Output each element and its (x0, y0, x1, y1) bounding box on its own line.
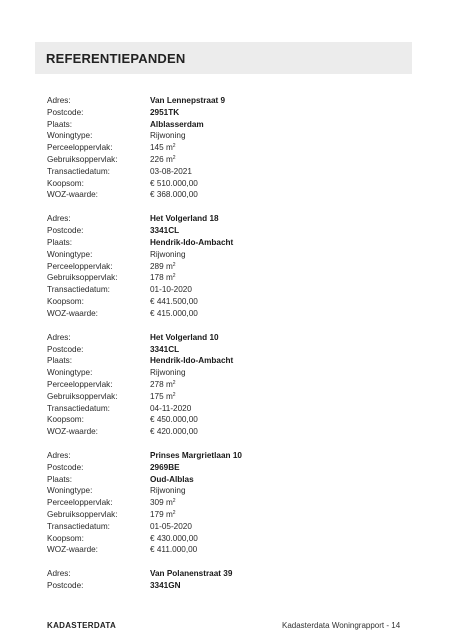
postcode-label: Postcode: (47, 344, 84, 354)
plot-area-value: 289 $m^2$ (150, 261, 176, 271)
place-label: Plaats: (47, 237, 73, 247)
address-row (47, 213, 417, 225)
transaction-date-row (47, 166, 417, 178)
address-value: Prinses Margrietlaan 10 (150, 451, 242, 461)
reference-property (47, 213, 417, 319)
plot-area-row (47, 497, 417, 509)
price-label: Koopsom: (47, 178, 84, 188)
plot-area-label: Perceeloppervlak: (47, 143, 113, 153)
page-title: REFERENTIEPANDEN (46, 51, 186, 66)
address-label: Adres: (47, 569, 71, 579)
reference-property (47, 568, 417, 592)
transaction-date-row (47, 284, 417, 296)
living-area-value: 226 $m^2$ (150, 154, 176, 164)
transaction-date-label: Transactiedatum: (47, 403, 110, 413)
plot-area-value: 278 $m^2$ (150, 379, 176, 389)
transaction-date-label: Transactiedatum: (47, 166, 110, 176)
postcode-row (47, 462, 417, 474)
address-label: Adres: (47, 96, 71, 105)
type-row (47, 130, 417, 142)
woz-value: € 415.000,00 (150, 308, 198, 318)
transaction-date-row (47, 521, 417, 533)
place-value: Hendrik-Ido-Ambacht (150, 356, 234, 366)
address-value: Van Polanenstraat 39 (150, 569, 233, 579)
address-row (47, 568, 417, 580)
woz-label: WOZ-waarde: (47, 427, 98, 437)
address-row (47, 95, 417, 107)
type-row (47, 485, 417, 497)
place-value: Oud-Alblas (150, 474, 194, 484)
address-label: Adres: (47, 214, 71, 224)
plot-area-value: 309 $m^2$ (150, 498, 176, 508)
type-value: Rijwoning (150, 131, 186, 141)
plot-area-row (47, 261, 417, 273)
place-row (47, 237, 417, 249)
type-label: Woningtype: (47, 368, 93, 378)
price-label: Koopsom: (47, 533, 84, 543)
transaction-date-value: 01-10-2020 (150, 285, 192, 295)
type-label: Woningtype: (47, 486, 93, 496)
woz-value: € 411.000,00 (150, 545, 198, 555)
place-row (47, 355, 417, 367)
living-area-row (47, 272, 417, 284)
address-value: Van Lennepstraat 9 (150, 96, 226, 105)
transaction-date-value: 01-05-2020 (150, 521, 192, 531)
postcode-label: Postcode: (47, 226, 84, 236)
woz-label: WOZ-waarde: (47, 190, 98, 200)
price-value: € 441.500,00 (150, 296, 198, 306)
address-row (47, 450, 417, 462)
place-label: Plaats: (47, 474, 73, 484)
postcode-row (47, 580, 417, 592)
plot-area-value: 145 $m^2$ (150, 143, 176, 153)
price-label: Koopsom: (47, 415, 84, 425)
postcode-row (47, 107, 417, 119)
postcode-value: 2951TK (150, 107, 180, 117)
living-area-label: Gebruiksoppervlak: (47, 154, 118, 164)
transaction-date-label: Transactiedatum: (47, 285, 110, 295)
price-label: Koopsom: (47, 296, 84, 306)
address-value: Het Volgerland 18 (150, 214, 219, 224)
section-header (35, 42, 412, 74)
living-area-label: Gebruiksoppervlak: (47, 510, 118, 520)
postcode-label: Postcode: (47, 581, 84, 591)
transaction-date-label: Transactiedatum: (47, 521, 110, 531)
transaction-date-value: 04-11-2020 (150, 403, 192, 413)
living-area-label: Gebruiksoppervlak: (47, 391, 118, 401)
woz-label: WOZ-waarde: (47, 308, 98, 318)
transaction-date-row (47, 403, 417, 415)
postcode-row (47, 225, 417, 237)
place-row (47, 119, 417, 131)
woz-label: WOZ-waarde: (47, 545, 98, 555)
woz-row (47, 189, 417, 201)
living-area-label: Gebruiksoppervlak: (47, 273, 118, 283)
woz-row (47, 544, 417, 556)
type-row (47, 367, 417, 379)
transaction-date-value: 03-08-2021 (150, 166, 192, 176)
plot-area-label: Perceeloppervlak: (47, 498, 113, 508)
type-label: Woningtype: (47, 131, 93, 141)
plot-area-label: Perceeloppervlak: (47, 379, 113, 389)
postcode-value: 3341CL (150, 344, 180, 354)
woz-value: € 368.000,00 (150, 190, 198, 200)
living-area-value: 175 $m^2$ (150, 391, 176, 401)
type-row (47, 249, 417, 261)
plot-area-row (47, 379, 417, 391)
address-value: Het Volgerland 10 (150, 332, 219, 342)
living-area-row (47, 391, 417, 403)
reference-property (47, 450, 417, 556)
price-row (47, 414, 417, 426)
address-label: Adres: (47, 451, 71, 461)
footer-page-label: Kadasterdata Woningrapport - 14 (282, 621, 401, 630)
type-value: Rijwoning (150, 249, 186, 259)
postcode-label: Postcode: (47, 107, 84, 117)
postcode-value: 2969BE (150, 462, 180, 472)
living-area-value: 178 $m^2$ (150, 273, 176, 283)
type-value: Rijwoning (150, 368, 186, 378)
price-row (47, 296, 417, 308)
living-area-row (47, 509, 417, 521)
place-value: Hendrik-Ido-Ambacht (150, 237, 234, 247)
postcode-value: 3341CL (150, 226, 180, 236)
postcode-label: Postcode: (47, 462, 84, 472)
place-value: Alblasserdam (150, 119, 204, 129)
address-row (47, 332, 417, 344)
place-row (47, 474, 417, 486)
woz-value: € 420.000,00 (150, 427, 198, 437)
plot-area-label: Perceeloppervlak: (47, 261, 113, 271)
type-value: Rijwoning (150, 486, 186, 496)
postcode-value: 3341GN (150, 581, 181, 591)
reference-property (47, 95, 417, 201)
price-row (47, 533, 417, 545)
postcode-row (47, 344, 417, 356)
footer-brand: KADASTERDATA (47, 621, 117, 630)
price-row (47, 178, 417, 190)
living-area-row (47, 154, 417, 166)
type-label: Woningtype: (47, 249, 93, 259)
price-value: € 430.000,00 (150, 533, 198, 543)
price-value: € 510.000,00 (150, 178, 198, 188)
place-label: Plaats: (47, 119, 73, 129)
address-label: Adres: (47, 332, 71, 342)
reference-property (47, 332, 417, 438)
plot-area-row (47, 142, 417, 154)
price-value: € 450.000,00 (150, 415, 198, 425)
place-label: Plaats: (47, 356, 73, 366)
woz-row (47, 308, 417, 320)
woz-row (47, 426, 417, 438)
reference-list (47, 95, 417, 604)
living-area-value: 179 $m^2$ (150, 510, 176, 520)
